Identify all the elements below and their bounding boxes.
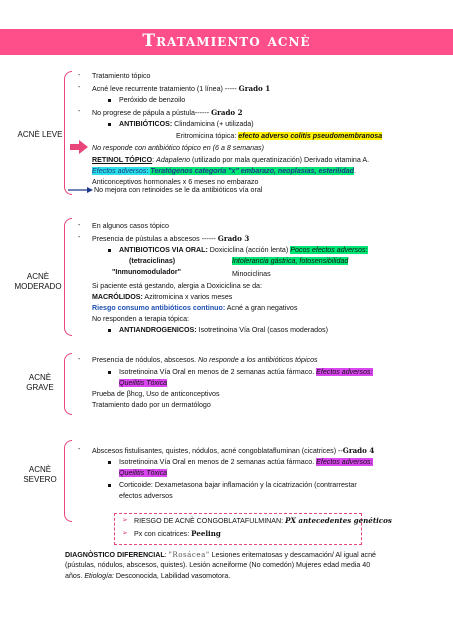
- grave-line-3: [119, 379, 167, 388]
- leve-line-7: No responde con antibiótico tópico en (6 a 8 semanas): [92, 144, 264, 152]
- highlight-queilitis: Queilitis Tóxica: [119, 379, 168, 387]
- antibioticos-label: ANTIBIÓTICOS:: [119, 120, 173, 128]
- leve-line-6: [176, 132, 382, 141]
- grade-4-label: Grado 4: [342, 446, 375, 455]
- bullet-square: [108, 249, 111, 252]
- separator: :: [164, 551, 169, 559]
- severo-line-1: [92, 446, 374, 456]
- highlight-pocos-efectos: Pocos efectos adversos:: [290, 246, 368, 254]
- riesgo-label: Riesgo consumo antibióticos continuo:: [92, 304, 226, 312]
- page-title: Tratamiento acnè: [142, 31, 311, 51]
- leve-line-2: [92, 84, 270, 94]
- severo-line-3: [119, 469, 167, 478]
- moderado-line-8-text: Acné a gran negativos: [225, 304, 298, 312]
- bullet-dash: -: [78, 84, 81, 91]
- highlight-queilitis: Queilitis Tóxica: [119, 469, 168, 477]
- moderado-line-3-text: Doxiciclina (acción lenta): [207, 246, 291, 254]
- moderado-line-10: [119, 326, 328, 335]
- peeling-label: Peeling: [191, 529, 221, 538]
- leve-line-1: Tratamiento tópico: [92, 72, 151, 80]
- section-brace-severo: [64, 440, 72, 522]
- retinol-label: RETINOL TÓPICO: [92, 156, 153, 164]
- adapaleno: Adapaleno: [156, 156, 191, 164]
- arrow-right-icon: [70, 140, 88, 154]
- antiandrogenicos-label: ANTIANDROGENICOS:: [119, 326, 197, 334]
- moderado-line-3: [119, 246, 368, 255]
- grave-line-2-text: Isotretinoina Vía Oral en menos de 2 semanas actúa fármaco.: [119, 368, 317, 376]
- bullet-square: [108, 99, 111, 102]
- bullet-square: [108, 484, 111, 487]
- efectos-adversos-label: Efectos adversos: [92, 167, 147, 175]
- leve-line-5: [119, 120, 254, 129]
- moderado-line-2-text: Presencia de pústulas a abscesos ------: [92, 235, 218, 243]
- grave-line-1: [92, 356, 318, 365]
- risk-line-2: [134, 529, 221, 539]
- leve-line-9: [92, 167, 356, 176]
- severo-line-1-text: Abscesos fistulisantes, quistes, nódulos, acné congoblatafluminan (cicatrices) --: [92, 447, 343, 455]
- diagnostico-label: DIAGNÒSTICO DIFERENCIAL: [65, 551, 165, 559]
- bullet-square: [108, 123, 111, 126]
- leve-line-6-text: Eritromicina tópica:: [176, 132, 239, 140]
- risk-genetic-label: PX antecedentes genéticos: [285, 516, 392, 525]
- severo-line-4a: Corticoide: Dexametasona bajar inflamación y la cicatrización (contrarrestar: [119, 481, 357, 489]
- bullet-dash: -: [78, 446, 81, 453]
- moderado-line-5a: "Inmunomodulador": [112, 268, 181, 276]
- highlight-efectos-adversos: Efectos adversos:: [316, 458, 373, 466]
- diagnostico-line-3: [65, 572, 230, 581]
- grave-line-1-text: Presencia de nódulos, abscesos.: [92, 356, 199, 364]
- grave-line-1-italic: No responde a los antibióticos tópicos: [198, 356, 318, 364]
- leve-line-11: No mejora con retinoides se le da antibióticos vía oral: [94, 186, 263, 194]
- risk-line-1: [134, 516, 392, 526]
- leve-line-2-text: Acné leve recurrente tratamiento (1 línea) -----: [92, 85, 239, 93]
- diagnostico-line-1-text: Lesiones eritematosas y descamación/ Al igual acné: [209, 551, 376, 559]
- section-brace-moderado: [64, 218, 72, 336]
- bullet-dash: -: [78, 72, 81, 79]
- highlight-colitis: efecto adverso colitis pseudomembranosa: [238, 132, 383, 140]
- section-label-severo: ACNÈ SEVERO: [23, 465, 57, 484]
- moderado-line-10-text: Isotretinoina Vía Oral (casos moderados): [196, 326, 328, 334]
- bullet-dash: -: [78, 356, 81, 363]
- section-brace-grave: [64, 353, 72, 415]
- bullet-square: [108, 461, 111, 464]
- moderado-line-6: Si paciente está gestando, alergia a Doxiciclina se da:: [92, 282, 262, 290]
- moderado-line-9: No responden a terapia tópica:: [92, 315, 190, 323]
- bullet-dash: -: [78, 108, 81, 115]
- moderado-line-8: [92, 304, 297, 313]
- diagnostico-line-2: (pústulas, nódulos, abscesos, quistes). Lesión acneiforme (No comedón) Mujeres edad media 40: [65, 561, 371, 569]
- highlight-teratogenos: Teratógenos categoría "x" embarazo, neoplasias, esterilidad: [150, 167, 354, 175]
- severo-line-2-text: Isotretinoina Vía Oral en menos de 2 semanas actúa fármaco.: [119, 458, 317, 466]
- macrolidos-label: MACRÓLIDOS:: [92, 293, 143, 301]
- leve-line-4-text: No progrese de pápula a pústula------: [92, 109, 212, 117]
- grade-1-label: Grado 1: [238, 84, 271, 93]
- highlight-intolerancia: Intolerancia gástrica, fotosensibilidad: [232, 257, 349, 265]
- section-label-leve: ACNÈ LEVE: [17, 130, 63, 139]
- diagnostico-line-3-text: años.: [65, 572, 85, 580]
- section-brace-leve: [64, 71, 72, 195]
- moderado-line-7-text: Azitromicina x varios meses: [142, 293, 233, 301]
- grade-2-label: Grado 2: [211, 108, 243, 117]
- leve-line-5-text: Clindamicina (+ utilizada): [172, 120, 254, 128]
- bullet-square: [108, 329, 111, 332]
- grave-line-2: [119, 368, 373, 377]
- moderado-line-4a: (tetraciclinas): [129, 257, 176, 265]
- moderado-line-2: [92, 234, 249, 244]
- moderado-line-7: [92, 293, 232, 302]
- grade-3-label: Grado 3: [217, 234, 250, 243]
- severo-line-2: [119, 458, 373, 467]
- leve-line-8: [92, 156, 369, 165]
- etiologia-label: Etiología:: [84, 572, 114, 580]
- risk-line-1-text: RIESGO DE ACNÈ CONGOBLATAFULMINAN:: [134, 517, 286, 525]
- leve-line-10: Anticonceptivos hormonales x 6 meses no embarazo: [92, 178, 259, 186]
- bullet-dash: -: [78, 234, 81, 241]
- bullet-square: [108, 371, 111, 374]
- grave-line-5: Tratamiento dado por un dermatólogo: [92, 401, 211, 409]
- antibioticos-oral-label: ANTIBIOTICOS VIA ORAL:: [119, 246, 208, 254]
- diagnostico-line-1: [65, 550, 376, 560]
- grave-line-4: Prueba de βhcg, Uso de anticonceptivos: [92, 390, 220, 398]
- severo-line-4b: efectos adversos: [119, 492, 173, 500]
- etiologia-text: Desconocida, Labilidad vasomotora.: [113, 572, 231, 580]
- moderado-line-5b: Minociclinas: [232, 270, 271, 278]
- moderado-line-1: En algunos casos tópico: [92, 222, 169, 230]
- leve-line-3: Peróxido de benzoilo: [119, 96, 186, 104]
- rosacea-label: "Rosácea": [168, 550, 210, 559]
- separator: :: [152, 156, 157, 164]
- moderado-line-4b: [232, 257, 348, 266]
- bullet-dash: -: [78, 222, 81, 229]
- leve-line-8-text: (utilizado por mala queratinización) Derivado vitamina A.: [190, 156, 370, 164]
- chevron-right-icon: ➢: [122, 516, 128, 524]
- separator: :: [146, 167, 151, 175]
- highlight-efectos-adversos: Efectos adversos:: [316, 368, 373, 376]
- leve-line-4: [92, 108, 243, 118]
- period: .: [353, 167, 356, 175]
- chevron-right-icon: ➢: [122, 529, 128, 537]
- section-label-grave: ACNÈ GRAVE: [26, 373, 54, 392]
- risk-line-2-text: Px con cicatrices:: [134, 530, 192, 538]
- arrow-right-icon: [68, 186, 94, 194]
- section-label-moderado: ACNÈ MODERADO: [14, 272, 62, 291]
